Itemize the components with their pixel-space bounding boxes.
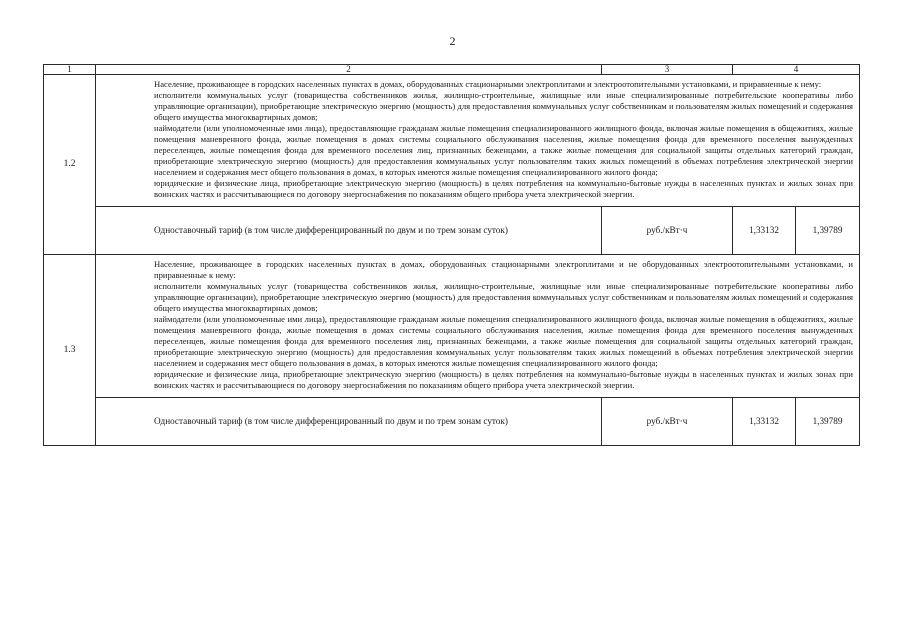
description-paragraph: исполнители коммунальных услуг (товарищества собственников жилья, жилищно-строительные, жилищные или иные специализированные потребительские кооперативы либо управляющие организации), приобретающие электрическую энергию (мощность) для предоставления коммунальных услуг собственникам и пользователям жилых помещений и содержания общего имущества многоквартирных домов;	[154, 281, 853, 313]
section-number: 1.2	[44, 75, 96, 255]
section-row-1-2	[44, 75, 860, 207]
description-paragraph: наймодатели (или уполномоченные ими лица), предоставляющие гражданам жилые помещения специализированного жилищного фонда, включая жилые помещения в общежитиях, жилые помещения маневренного фонда, жилые помещения в домах системы социального обслуживания населения, жилые помещения фонда для временного поселения вынужденных переселенцев, жилые помещения фонда для временного поселения лиц, признанных беженцами, а также жилые помещения для социальной защиты отдельных категорий граждан, приобретающие электрическую энергию (мощность) для предоставления коммунальных услуг пользователям таких жилых помещений в объемах потребления электрической энергии населением и содержания мест общего пользования в домах, в которых имеются жилые помещения специализированного жилого фонда;	[154, 314, 853, 368]
tariff-value-first-half: 1,33132	[733, 207, 796, 255]
tariff-unit: руб./кВт·ч	[602, 207, 733, 255]
tariff-value-first-half: 1,33132	[733, 398, 796, 446]
section-number: 1.3	[44, 255, 96, 446]
tariff-name: Одноставочный тариф (в том числе дифференцированный по двум и по трем зонам суток)	[96, 207, 602, 255]
section-row-1-3	[44, 255, 860, 398]
description-paragraph: наймодатели (или уполномоченные ими лица), предоставляющие гражданам жилые помещения специализированного жилищного фонда, включая жилые помещения в общежитиях, жилые помещения маневренного фонда, жилые помещения в домах системы социального обслуживания населения, жилые помещения фонда для временного поселения вынужденных переселенцев, жилые помещения фонда для временного поселения лиц, признанных беженцами, а также жилые помещения для социальной защиты отдельных категорий граждан, приобретающие электрическую энергию (мощность) для предоставления коммунальных услуг пользователям таких жилых помещений в объемах потребления электрической энергии населением и содержания мест общего пользования в домах, в которых имеются жилые помещения специализированного жилого фонда;	[154, 123, 853, 177]
description-paragraph: исполнители коммунальных услуг (товарищества собственников жилья, жилищно-строительные, жилищные или иные специализированные потребительские кооперативы либо управляющие организации), приобретающие электрическую энергию (мощность) для предоставления коммунальных услуг собственникам и пользователям жилых помещений и содержания общего имущества многоквартирных домов;	[154, 90, 853, 122]
description-paragraph: юридические и физические лица, приобретающие электрическую энергию (мощность) в целях потребления на коммунально-бытовые нужды в населенных пунктах и жилых зонах при воинских частях и рассчитывающиеся по договору энергоснабжения по показаниям общего прибора учета электрической энергии.	[154, 178, 853, 199]
tariff-value-second-half: 1,39789	[796, 398, 860, 446]
description-paragraph: юридические и физические лица, приобретающие электрическую энергию (мощность) в целях потребления на коммунально-бытовые нужды в населенных пунктах и жилых зонах при воинских частях и рассчитывающиеся по договору энергоснабжения по показаниям общего прибора учета электрической энергии.	[154, 369, 853, 390]
tariff-table	[43, 64, 860, 446]
description-paragraph: Население, проживающее в городских населенных пунктах в домах, оборудованных стационарными электроплитами и не оборудованных электроотопительными установками, и приравненные к нему:	[154, 259, 853, 280]
header-col-1: 1	[44, 65, 96, 75]
page-number: 2	[449, 34, 456, 48]
section-description	[96, 255, 860, 398]
tariff-value-second-half: 1,39789	[796, 207, 860, 255]
tariff-row-1-2	[44, 207, 860, 255]
tariff-row-1-3	[44, 398, 860, 446]
header-col-2: 2	[96, 65, 602, 75]
header-col-4: 4	[733, 65, 860, 75]
header-col-3: 3	[602, 65, 733, 75]
header-row	[44, 65, 860, 75]
tariff-unit: руб./кВт·ч	[602, 398, 733, 446]
section-description	[96, 75, 860, 207]
tariff-name: Одноставочный тариф (в том числе дифференцированный по двум и по трем зонам суток)	[96, 398, 602, 446]
description-paragraph: Население, проживающее в городских населенных пунктах в домах, оборудованных стационарными электроплитами и электроотопительными установками, и приравненные к нему:	[154, 79, 822, 89]
